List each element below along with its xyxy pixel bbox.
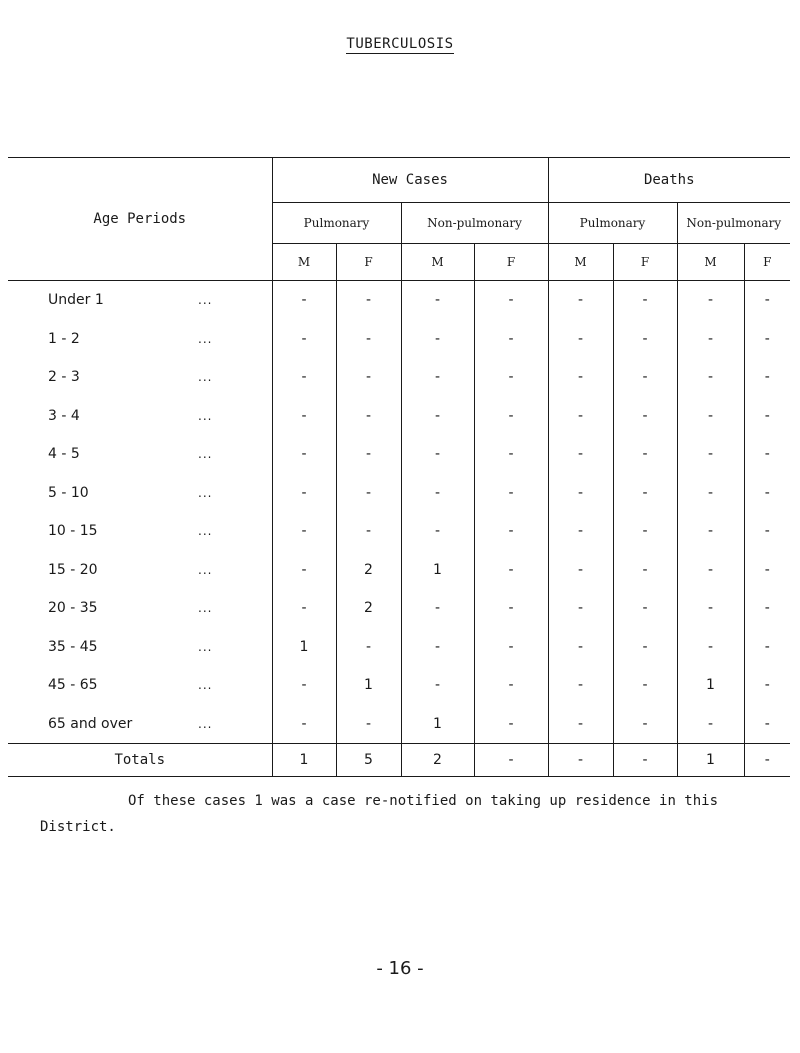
age-period-cell bbox=[8, 705, 272, 744]
deaths-pulmonary-header: Pulmonary bbox=[548, 203, 677, 244]
table-row bbox=[8, 589, 790, 628]
value-cell: - bbox=[272, 435, 336, 474]
total-cell: 5 bbox=[336, 744, 401, 777]
total-cell: - bbox=[744, 744, 790, 777]
age-period-cell bbox=[8, 320, 272, 359]
value-cell: - bbox=[677, 474, 744, 513]
value-cell: - bbox=[613, 512, 677, 551]
total-cell: - bbox=[474, 744, 548, 777]
footnote-line-1: Of these cases 1 was a case re-notified on taking up residence in this bbox=[128, 793, 719, 809]
value-cell: 2 bbox=[336, 551, 401, 590]
total-cell: 2 bbox=[401, 744, 474, 777]
age-period-cell bbox=[8, 512, 272, 551]
value-cell: - bbox=[474, 397, 548, 436]
value-cell: - bbox=[401, 358, 474, 397]
value-cell: - bbox=[613, 666, 677, 705]
leader-dots: ... bbox=[198, 408, 213, 423]
totals-label: Totals bbox=[8, 744, 272, 777]
total-cell: - bbox=[613, 744, 677, 777]
value-cell: - bbox=[677, 320, 744, 359]
value-cell: - bbox=[548, 474, 613, 513]
leader-dots: ... bbox=[198, 485, 213, 500]
value-cell: - bbox=[548, 666, 613, 705]
footnote bbox=[40, 788, 780, 840]
value-cell: - bbox=[401, 666, 474, 705]
value-cell: - bbox=[336, 435, 401, 474]
value-cell: - bbox=[613, 589, 677, 628]
age-period-label: 35 - 45 bbox=[48, 638, 98, 655]
age-period-cell bbox=[8, 397, 272, 436]
value-cell: 1 bbox=[401, 705, 474, 744]
total-cell: 1 bbox=[272, 744, 336, 777]
value-cell: - bbox=[744, 397, 790, 436]
value-cell: - bbox=[677, 512, 744, 551]
page-number: - 16 - bbox=[376, 958, 424, 979]
value-cell: - bbox=[474, 281, 548, 320]
value-cell: - bbox=[474, 435, 548, 474]
age-period-label: 45 - 65 bbox=[48, 677, 98, 694]
tuberculosis-table bbox=[8, 157, 790, 777]
table-row bbox=[8, 551, 790, 590]
value-cell: - bbox=[744, 666, 790, 705]
age-period-label: Under 1 bbox=[48, 292, 104, 309]
table-row bbox=[8, 512, 790, 551]
age-period-label: 4 - 5 bbox=[48, 446, 80, 463]
table-row bbox=[8, 358, 790, 397]
leader-dots: ... bbox=[198, 524, 213, 539]
value-cell: - bbox=[272, 281, 336, 320]
table-row bbox=[8, 705, 790, 744]
value-cell: - bbox=[474, 474, 548, 513]
age-period-cell bbox=[8, 435, 272, 474]
col-f: F bbox=[613, 244, 677, 281]
value-cell: - bbox=[548, 512, 613, 551]
leader-dots: ... bbox=[198, 639, 213, 654]
table-row bbox=[8, 281, 790, 320]
value-cell: - bbox=[677, 281, 744, 320]
leader-dots: ... bbox=[198, 601, 213, 616]
value-cell: - bbox=[401, 628, 474, 667]
age-period-label: 5 - 10 bbox=[48, 484, 89, 501]
value-cell: - bbox=[613, 358, 677, 397]
value-cell: - bbox=[401, 397, 474, 436]
value-cell: - bbox=[336, 320, 401, 359]
value-cell: - bbox=[401, 281, 474, 320]
leader-dots: ... bbox=[198, 331, 213, 346]
age-period-label: 65 and over bbox=[48, 715, 133, 732]
value-cell: - bbox=[474, 628, 548, 667]
value-cell: - bbox=[272, 320, 336, 359]
value-cell: - bbox=[744, 551, 790, 590]
value-cell: - bbox=[272, 666, 336, 705]
table-row bbox=[8, 666, 790, 705]
age-period-cell bbox=[8, 281, 272, 320]
value-cell: - bbox=[336, 281, 401, 320]
value-cell: - bbox=[401, 474, 474, 513]
value-cell: - bbox=[474, 589, 548, 628]
value-cell: - bbox=[474, 551, 548, 590]
value-cell: - bbox=[548, 705, 613, 744]
leader-dots: ... bbox=[198, 678, 213, 693]
col-m: M bbox=[548, 244, 613, 281]
leader-dots: ... bbox=[198, 293, 213, 308]
value-cell: - bbox=[272, 589, 336, 628]
value-cell: - bbox=[548, 320, 613, 359]
age-period-cell bbox=[8, 551, 272, 590]
value-cell: - bbox=[613, 628, 677, 667]
value-cell: 2 bbox=[336, 589, 401, 628]
value-cell: - bbox=[548, 435, 613, 474]
value-cell: - bbox=[272, 512, 336, 551]
value-cell: - bbox=[548, 281, 613, 320]
value-cell: - bbox=[744, 281, 790, 320]
value-cell: - bbox=[401, 512, 474, 551]
value-cell: - bbox=[548, 358, 613, 397]
col-f: F bbox=[336, 244, 401, 281]
age-period-label: 20 - 35 bbox=[48, 600, 98, 617]
deaths-header: Deaths bbox=[548, 158, 790, 203]
value-cell: - bbox=[548, 589, 613, 628]
age-period-cell bbox=[8, 666, 272, 705]
value-cell: - bbox=[474, 320, 548, 359]
value-cell: - bbox=[677, 435, 744, 474]
value-cell: - bbox=[474, 358, 548, 397]
value-cell: - bbox=[744, 512, 790, 551]
total-cell: - bbox=[548, 744, 613, 777]
value-cell: - bbox=[677, 397, 744, 436]
col-f: F bbox=[744, 244, 790, 281]
value-cell: - bbox=[613, 474, 677, 513]
table-row bbox=[8, 320, 790, 359]
new-cases-header: New Cases bbox=[272, 158, 548, 203]
value-cell: - bbox=[401, 589, 474, 628]
age-period-label: 2 - 3 bbox=[48, 369, 80, 386]
age-period-label: 15 - 20 bbox=[48, 561, 98, 578]
value-cell: - bbox=[744, 628, 790, 667]
value-cell: - bbox=[336, 705, 401, 744]
value-cell: - bbox=[613, 705, 677, 744]
deaths-non-pulmonary-header: Non-pulmonary bbox=[677, 203, 790, 244]
age-period-label: 10 - 15 bbox=[48, 523, 98, 540]
value-cell: - bbox=[272, 551, 336, 590]
value-cell: - bbox=[677, 589, 744, 628]
value-cell: - bbox=[613, 320, 677, 359]
age-period-cell bbox=[8, 589, 272, 628]
leader-dots: ... bbox=[198, 562, 213, 577]
value-cell: - bbox=[744, 589, 790, 628]
col-m: M bbox=[401, 244, 474, 281]
value-cell: - bbox=[336, 358, 401, 397]
value-cell: - bbox=[744, 474, 790, 513]
table-row bbox=[8, 628, 790, 667]
value-cell: - bbox=[272, 705, 336, 744]
value-cell: - bbox=[336, 474, 401, 513]
footnote-line-2: District. bbox=[40, 819, 116, 835]
value-cell: - bbox=[272, 474, 336, 513]
new-pulmonary-header: Pulmonary bbox=[272, 203, 401, 244]
leader-dots: ... bbox=[198, 370, 213, 385]
value-cell: - bbox=[613, 551, 677, 590]
value-cell: - bbox=[613, 281, 677, 320]
age-periods-header: Age Periods bbox=[8, 158, 272, 281]
value-cell: - bbox=[744, 705, 790, 744]
col-m: M bbox=[677, 244, 744, 281]
age-period-cell bbox=[8, 474, 272, 513]
value-cell: - bbox=[336, 628, 401, 667]
new-non-pulmonary-header: Non-pulmonary bbox=[401, 203, 548, 244]
table-row bbox=[8, 435, 790, 474]
value-cell: - bbox=[744, 358, 790, 397]
total-cell: 1 bbox=[677, 744, 744, 777]
value-cell: - bbox=[548, 551, 613, 590]
page-title: TUBERCULOSIS bbox=[346, 36, 454, 52]
value-cell: 1 bbox=[401, 551, 474, 590]
value-cell: - bbox=[744, 320, 790, 359]
col-m: M bbox=[272, 244, 336, 281]
value-cell: - bbox=[677, 551, 744, 590]
value-cell: - bbox=[613, 397, 677, 436]
value-cell: - bbox=[272, 358, 336, 397]
value-cell: - bbox=[677, 358, 744, 397]
table-row bbox=[8, 474, 790, 513]
value-cell: - bbox=[336, 512, 401, 551]
value-cell: 1 bbox=[336, 666, 401, 705]
value-cell: - bbox=[744, 435, 790, 474]
age-period-label: 3 - 4 bbox=[48, 407, 80, 424]
value-cell: - bbox=[272, 397, 336, 436]
value-cell: - bbox=[677, 628, 744, 667]
value-cell: - bbox=[613, 435, 677, 474]
age-period-cell bbox=[8, 358, 272, 397]
value-cell: - bbox=[401, 320, 474, 359]
value-cell: 1 bbox=[272, 628, 336, 667]
leader-dots: ... bbox=[198, 716, 213, 731]
value-cell: - bbox=[401, 435, 474, 474]
value-cell: - bbox=[474, 705, 548, 744]
age-period-label: 1 - 2 bbox=[48, 330, 80, 347]
value-cell: - bbox=[474, 666, 548, 705]
age-period-cell bbox=[8, 628, 272, 667]
leader-dots: ... bbox=[198, 447, 213, 462]
value-cell: - bbox=[474, 512, 548, 551]
value-cell: 1 bbox=[677, 666, 744, 705]
col-f: F bbox=[474, 244, 548, 281]
value-cell: - bbox=[548, 397, 613, 436]
value-cell: - bbox=[548, 628, 613, 667]
value-cell: - bbox=[677, 705, 744, 744]
table-row bbox=[8, 397, 790, 436]
value-cell: - bbox=[336, 397, 401, 436]
